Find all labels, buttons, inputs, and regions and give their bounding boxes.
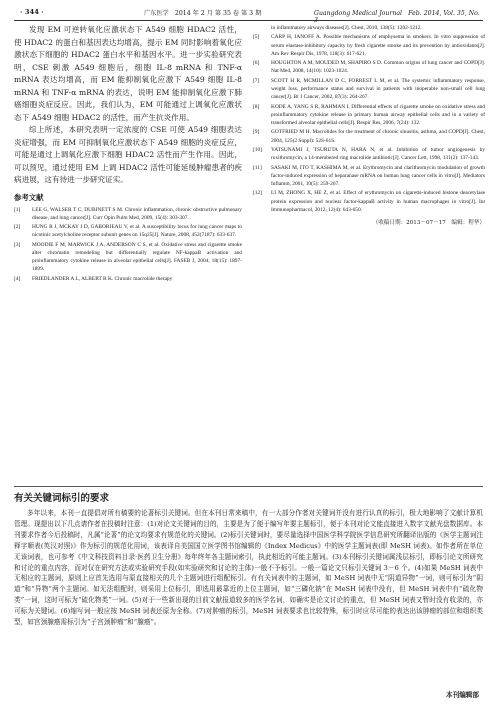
notice-box bbox=[14, 490, 483, 701]
reference-text: LEE G, WALSER T C, DUBINETT S M. Chronic inflammation, chronic obstructive pulmonary disease, and lung cancer[J]. Curr Opin Pulm Med, 2009, 15(4): 303-307. bbox=[32, 206, 242, 221]
reference-item bbox=[253, 77, 485, 102]
reference-text: CARP H, JANOFF A. Possible mechanisms of emphysema in smokers. In vitro suppression of serum elastase-inhibitory capacity by fresh cigarette smoke and its prevention by antioxidants[J]. Am Rev Respir Dis, 1978, 118(3): 617-621. bbox=[271, 34, 485, 57]
reference-number: [12] bbox=[253, 190, 262, 197]
reference-text: MOODIE F M, MARWICK J A, ANDERSON C S, et al. Oxidative stress and cigarette smoke alter chromatin remodeling but differentially regulate NF-kappaB activation and proinflammatory cytokine release in alveolar epithelial cells[J]. FASEB J, 2004, 18(15): 1897-1899. bbox=[32, 241, 242, 273]
reference-item bbox=[14, 206, 242, 222]
section-divider bbox=[14, 486, 483, 487]
reference-item bbox=[253, 33, 485, 58]
reference-number: [7] bbox=[253, 77, 260, 84]
reference-number: [2] bbox=[14, 224, 21, 231]
references-heading: 参考文献 bbox=[14, 192, 44, 202]
reference-item bbox=[253, 128, 485, 144]
journal-title-en: Guangdong Medical Journal Feb. 2014, Vol. 35, No. bbox=[314, 10, 480, 17]
right-column bbox=[253, 24, 485, 226]
reference-text: KODE A, YANG S R, RAHMAN I. Differential effects of cigarette smoke on oxidative stress and proinflammatory cytokine release in primary human airway epithelial cells and in a variety of transformed alveolar epithelial cells[J]. Respir Res, 2006, 7(24): 132. bbox=[271, 103, 485, 126]
reference-text: GOTFRIED M H. Macrolides for the treatment of chronic sinusitis, asthma, and COPD[J]. Chest, 2004, 125(2 Suppl): 52S-61S. bbox=[271, 129, 485, 144]
page-number: · 344 · bbox=[20, 8, 44, 16]
notice-signature: 本刊编辑部 bbox=[446, 691, 479, 699]
reference-item bbox=[253, 59, 485, 75]
reference-number: [10] bbox=[253, 146, 262, 153]
reference-text: LI M, ZHONG X, HE Z, et al. Effect of erythromycin on cigarette-induced histone deacetylase protein expression and nuclear factor-kappaB activity in human macrophages in vitro[J]. Int Immunopharmacol, 2012, 12(4): 643-650. bbox=[271, 190, 485, 213]
reference-item bbox=[253, 103, 485, 128]
reference-item bbox=[253, 146, 485, 162]
reference-text: FRIEDLANDER A L, ALBERT R K. Chronic macrolide therapy bbox=[32, 275, 173, 282]
reference-number: [1] bbox=[14, 206, 21, 213]
reference-number: [4] bbox=[14, 275, 21, 282]
notice-text: 多年以来，本刊一直提倡对所有稿要的论著标引关键词。但在本刊日常来稿中，有一大部分作者对关键词并没有进行认真的标引，极大地影响了文献计算机管理。现提出以下几点请作者在投稿时注意：(1)对论文关键词的目的，主要是为了便于编写年要主题标引，便于本刊对论文能直接进入数字文献光盘数据库。本刊要求作者今后投稿时，凡属“论著”的论文均要求有规范化的关键词。(2)标引关键词时，要尽量选择中国医学科学院医学信息研究所翻译出版的《医学主题词注释字顺表(英汉对照)》作为标引的规范化用词，该表译自美国国立医学图书馆编辑的《Index Medicus》中的医学主题词表(即 MeSH 词表)。如作者所在单位无该词表，也可参考《中文科技资料目录·医药卫生分册》每年终年各主题词索引，执此相近的可能主题词。(3)本刊标引关键词属浅层标引，即标引论文所研究和讨论的重点内容，而对仅在研究方法或实验研究手段(如实验研究和讨论的主体)一般不予标引。一般一篇论文只标引关键词 3－6 个。(4)如果 MeSH 词表中无相应的主题词，原则上应首先选用与原直接相关的几个主题词进行组配标引。有有关词表中的主题词，如 MeSH 词表中无“阴道异物”一词，则可标引为“阴道”和“异物”两个主题词。如无法组配时，则采用上位标引，即选用最靠近的上位主题词，如“三磷化钠”在 MeSH 词表中没有，但 MeSH 词表中有“硫化物类”一词，这时可标为“硫化物类”一词。(5)对于一些新出现的目前文献报道较多的医学名词，如确实是论文讨论的重点，但 MeSH 词表又暂时没有收录的，亦可标为关键词。(6)缩写词一般应按 MeSH 词表还原为全称。(7)对肿瘤的标引，MeSH 词表要求也比较特殊，标引时应尽可能的表达出该肿瘤的部位和组织类型，如宫颈腺癌需标引为“子宫颈肿瘤”和“腺癌”。 bbox=[14, 509, 483, 627]
reference-text: in inflammatory airways diseases[J]. Chest, 2010, 138(5): 1202-1212. bbox=[271, 25, 422, 31]
reference-number: [11] bbox=[253, 164, 262, 171]
body-paragraph: 综上所述，本研究表明一定浓度的 CSE 可使 A549 细胞表达炎症增强，而 EM 可抑制氧化应激状态下 A549 细胞的炎症反应，可能是通过上调氧化应激下细胞 HDAC2 活性而产生作用。因此，可以预见，通过使用 EM 上调 HDAC2 活性可能延缓肿瘤患者的疾病进展，这有待进一步研究证实。 bbox=[14, 125, 242, 184]
reference-text: HOUGHTON A M, MOUDED M, SHAPIRO S D. Common origins of lung cancer and COPD[J]. Nat Med, 2008, 14(10): 1023-1024. bbox=[271, 60, 485, 75]
reference-text: YATSUNAMI J, TSURUTA N, HARA N, et al. Inhibition of tumor angiogenesis by roxithromycin, a 14-membered ring macrolide antibiotic[J]. Cancer Lett, 1998, 131(2): 137-143. bbox=[271, 146, 485, 162]
reference-number: [5] bbox=[253, 34, 260, 41]
body-paragraph: 发现 EM 可逆转氧化应激状态下 A549 细胞 HDAC2 活性，使 HDAC2 的蛋白和基因表达均增高，提示 EM 同时影响着氧化应激状态下细胞的 HDAC2 蛋白水平和基因水平。进一步实验研究表明，CSE 刺激 A549 细胞后，细胞 IL-8 mRNA 和 TNF-α mRNA 表达均增高，而 EM 能抑制氧化应激下 A549 细胞 IL-8 mRNA 和 TNF-α mRNA 的表达，说明 EM 能抑制氧化应激下肺癌细胞炎症反应。因此，我们认为，EM 可能通过上调氧化应激状态下 A549 细胞 HDAC2 的活性，而产生抗炎作用。 bbox=[14, 25, 242, 122]
header-rule bbox=[14, 20, 483, 21]
reference-number: [8] bbox=[253, 103, 260, 110]
notice-title: 有关关键词标引的要求 bbox=[14, 493, 110, 504]
reference-item bbox=[14, 223, 242, 239]
reference-text: SASAKI M, ITO T, KASHIMA M, et al. Erythromycin and clarithromycin modulation of growth factor-induced expression of heparanase mRNA on human lung cancer cells in vitro[J]. Mediators Inflamm, 2001, 10(5): 259-267. bbox=[271, 164, 485, 187]
reference-number: [6] bbox=[253, 60, 260, 67]
reference-item bbox=[253, 164, 485, 189]
reference-number bbox=[253, 24, 271, 32]
reference-item bbox=[14, 241, 242, 274]
left-column bbox=[14, 24, 242, 284]
reference-text: SCOTT H R, MCMILLAN D C, FORREST L M, et al. The systemic inflammatory response, weight loss, performance status and survival in patients with inoperable non-small cell lung cancer[J]. Br J Cancer, 2002, 87(3): 264-267. bbox=[271, 77, 485, 101]
journal-title-cn: 广东医学 2014 年 2 月 第 35 卷 第 3 期 bbox=[144, 10, 262, 17]
received-date: （收稿日期：2013－07－17 编辑：程华） bbox=[372, 219, 485, 226]
reference-text: HUNG R J, MCKAY J D, GABORIEAU V, et al. A susceptibility locus for lung cancer maps to nicotinic acetylcholine receptor subunit genes on 15q25[J]. Nature, 2008, 452(7187): 633-637. bbox=[32, 224, 242, 239]
page-header bbox=[14, 5, 483, 19]
reference-number: [9] bbox=[253, 129, 260, 136]
reference-item bbox=[14, 275, 242, 283]
reference-number: [3] bbox=[14, 241, 21, 248]
reference-item bbox=[253, 24, 485, 32]
reference-item bbox=[253, 189, 485, 214]
